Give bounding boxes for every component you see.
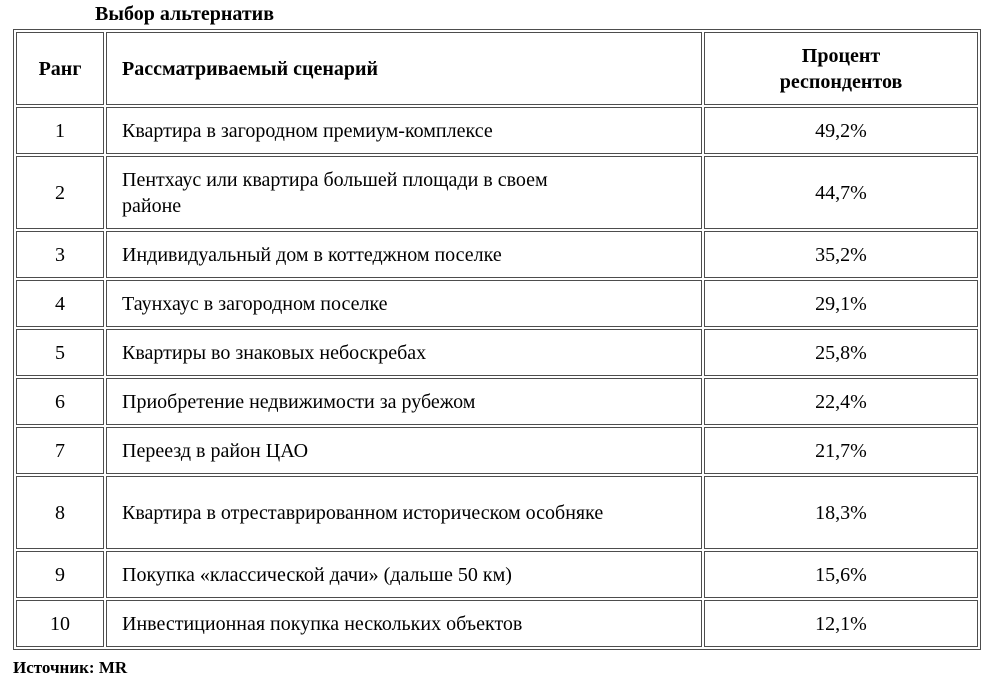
table-row: [16, 551, 978, 598]
scenario-cell: Инвестиционная покупка нескольких объектов: [106, 600, 702, 647]
table-row: [16, 231, 978, 278]
rank-cell: 9: [16, 551, 104, 598]
alternatives-table: [13, 29, 981, 650]
header-percent: [704, 32, 978, 105]
percent-cell: 12,1%: [704, 600, 978, 647]
percent-cell: 18,3%: [704, 476, 978, 549]
rank-cell: 7: [16, 427, 104, 474]
rank-cell: 10: [16, 600, 104, 647]
table-row: [16, 156, 978, 229]
rank-cell: 4: [16, 280, 104, 327]
percent-cell: 49,2%: [704, 107, 978, 154]
table-row: [16, 280, 978, 327]
header-percent-label: Процент респондентов: [779, 44, 903, 93]
header-scenario: Рассматриваемый сценарий: [106, 32, 702, 105]
percent-cell: 35,2%: [704, 231, 978, 278]
scenario-cell: Покупка «классической дачи» (дальше 50 км): [106, 551, 702, 598]
percent-cell: 44,7%: [704, 156, 978, 229]
header-rank: Ранг: [16, 32, 104, 105]
rank-cell: 8: [16, 476, 104, 549]
percent-cell: 15,6%: [704, 551, 978, 598]
table-row: [16, 329, 978, 376]
scenario-cell: Квартира в отреставрированном историческом особняке: [106, 476, 702, 549]
scenario-cell: Квартиры во знаковых небоскребах: [106, 329, 702, 376]
table-row: [16, 476, 978, 549]
rank-cell: 3: [16, 231, 104, 278]
table-header-row: [16, 32, 978, 105]
table-title: Выбор альтернатив: [95, 3, 275, 25]
scenario-cell: Таунхаус в загородном поселке: [106, 280, 702, 327]
scenario-cell: Приобретение недвижимости за рубежом: [106, 378, 702, 425]
rank-cell: 6: [16, 378, 104, 425]
percent-cell: 22,4%: [704, 378, 978, 425]
scenario-cell: Квартира в загородном премиум-комплексе: [106, 107, 702, 154]
scenario-cell: Индивидуальный дом в коттеджном поселке: [106, 231, 702, 278]
table-row: [16, 600, 978, 647]
rank-cell: 5: [16, 329, 104, 376]
table-row: [16, 107, 978, 154]
scenario-cell: Пентхаус или квартира большей площади в своем районе: [106, 156, 702, 229]
source-note: Источник: MR: [13, 658, 128, 677]
percent-cell: 25,8%: [704, 329, 978, 376]
percent-cell: 21,7%: [704, 427, 978, 474]
table-row: [16, 427, 978, 474]
percent-cell: 29,1%: [704, 280, 978, 327]
table-row: [16, 378, 978, 425]
scenario-cell: Переезд в район ЦАО: [106, 427, 702, 474]
rank-cell: 1: [16, 107, 104, 154]
rank-cell: 2: [16, 156, 104, 229]
